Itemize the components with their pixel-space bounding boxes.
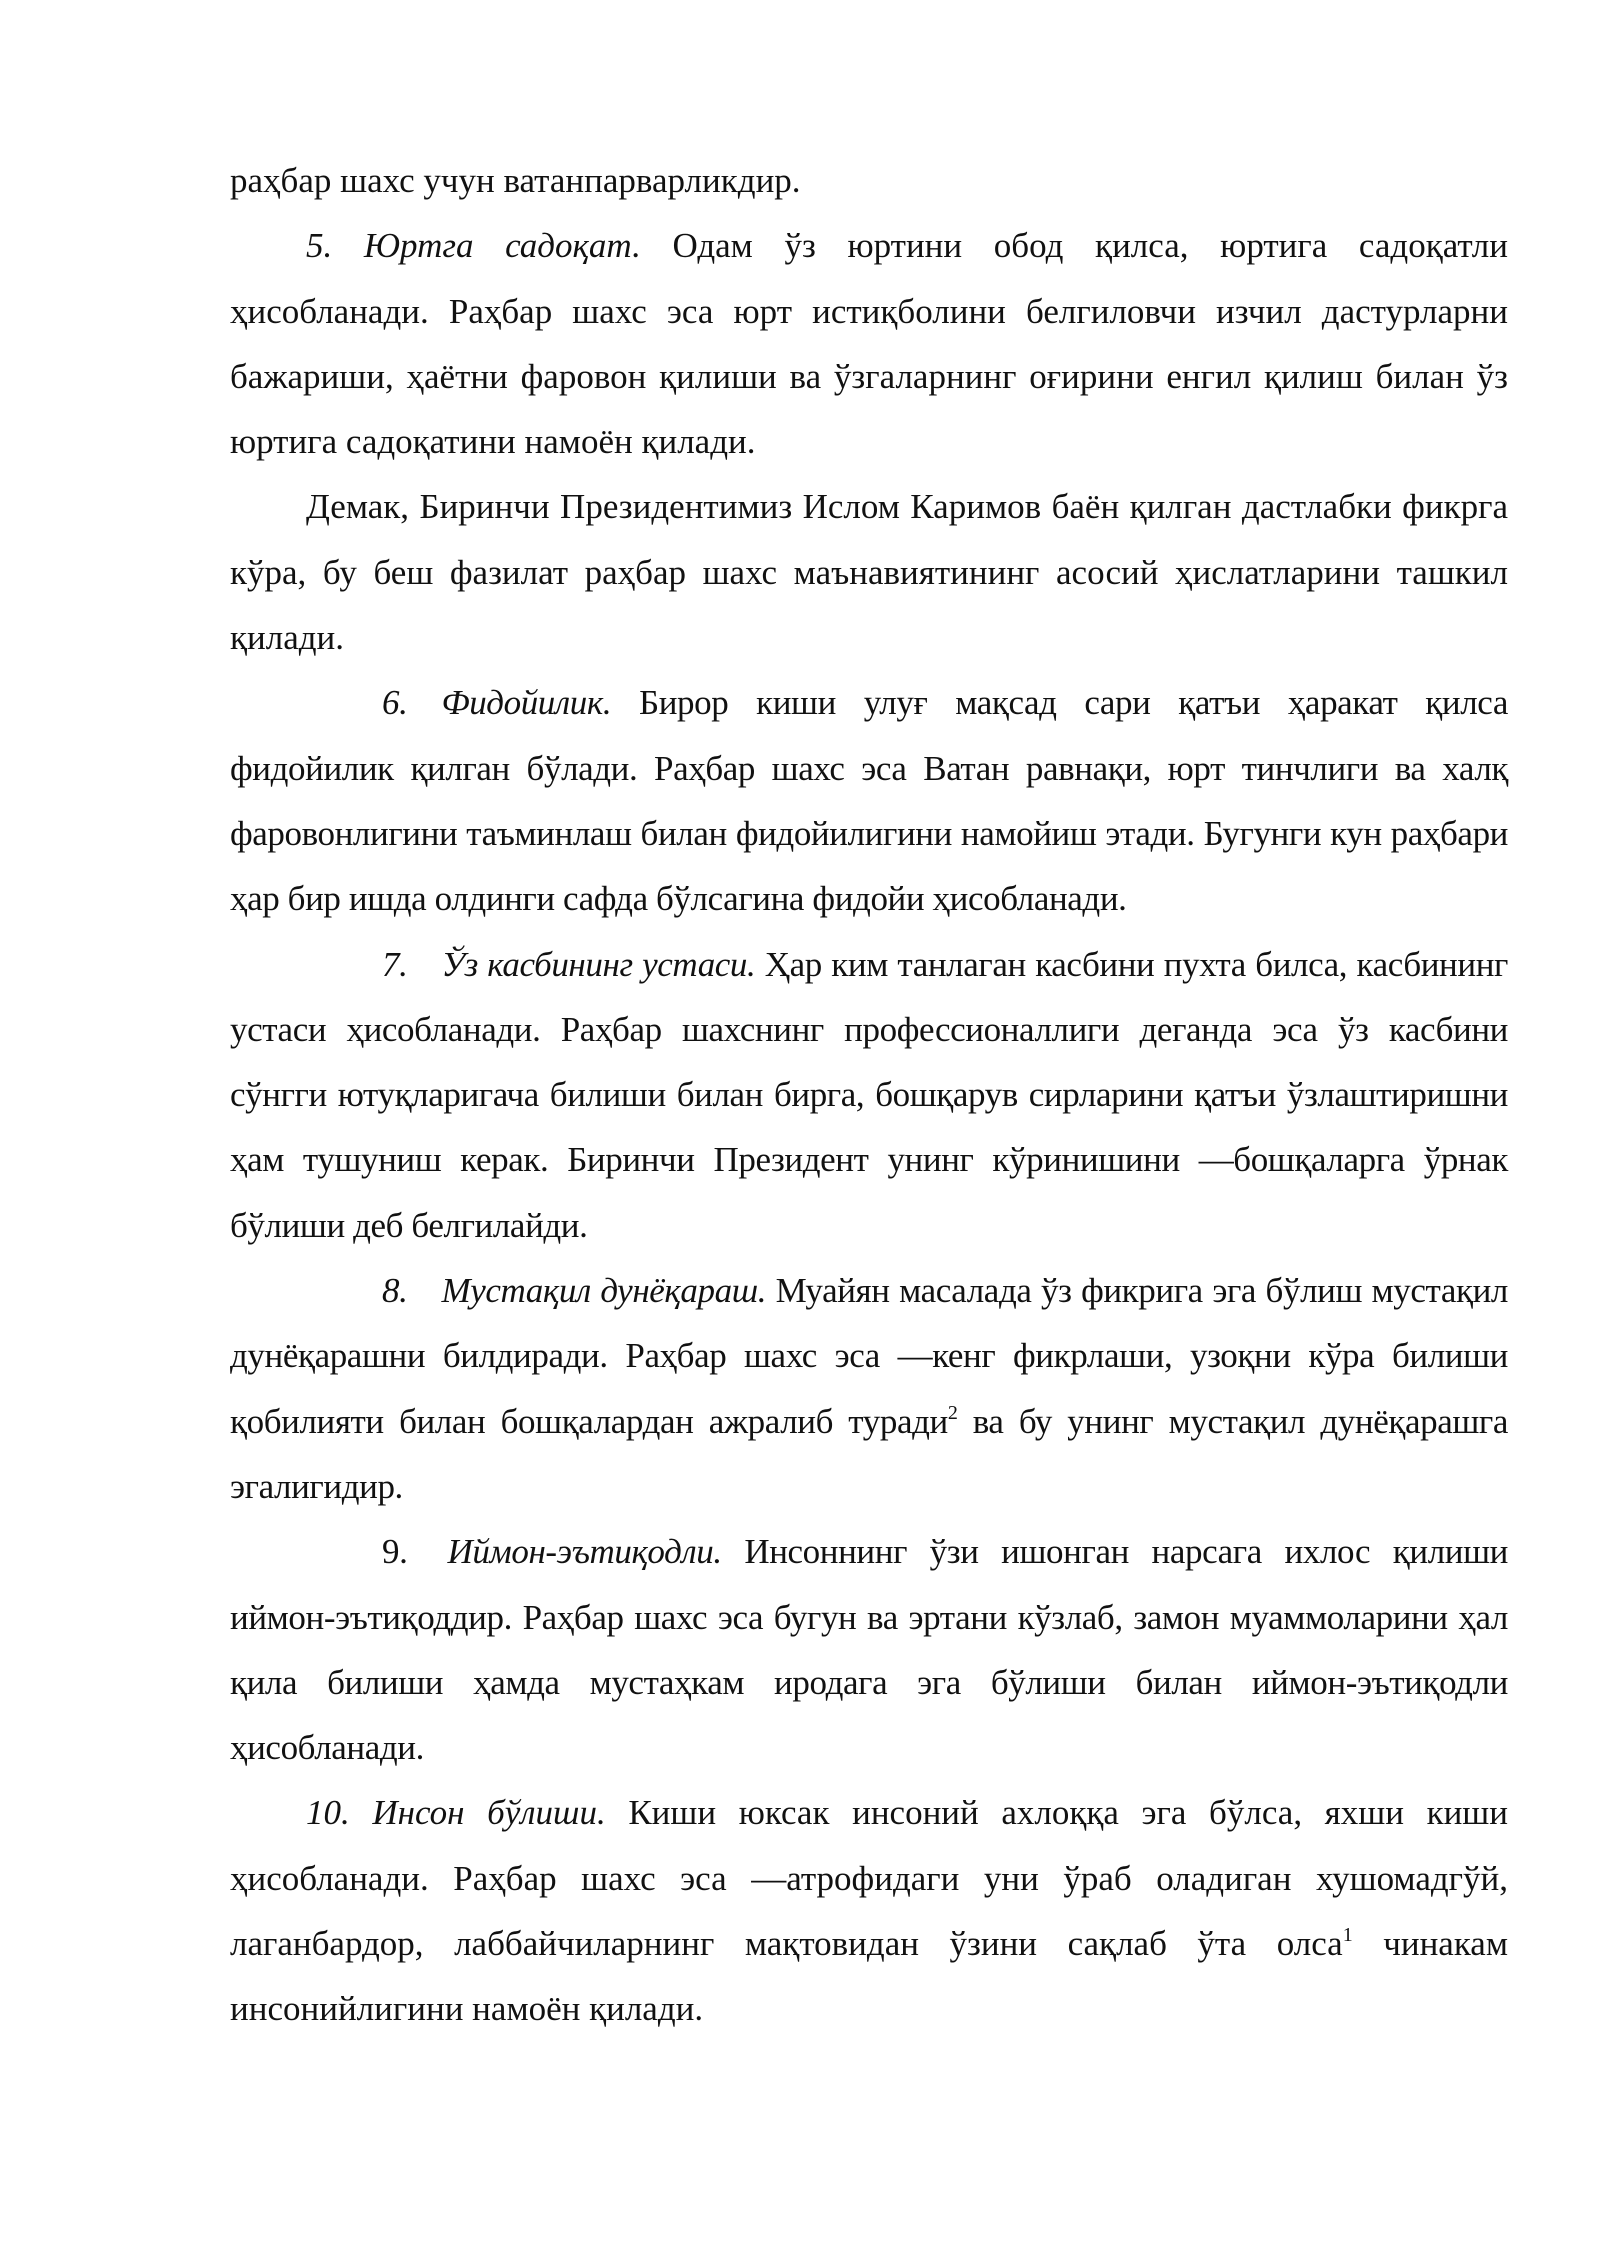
item-number: 7. [382, 944, 408, 984]
item-number: 8. [382, 1271, 408, 1311]
paragraph-item-9 [230, 1519, 1508, 1780]
paragraph-text: Бирор киши улуғ мақсад сари қатъи ҳаракат қилса фидойилик қилган бўлади. Раҳбар шахс эса Ватан равнақи, юрт тинчлиги ва халқ фаровонлигини таъминлаш билан фидойилигини намойиш этади. Бугунги кун раҳбари ҳар бир ишда олдинги сафда бўлсагина фидойи ҳисобланади. [230, 683, 1508, 919]
paragraph-text: Одам ўз юртини обод қилса, юртига садоқатли ҳисобланади. Раҳбар шахс эса юрт истиқболини белгиловчи изчил дастурларни бажариши, ҳаётни фаровон қилиши ва ўзгаларнинг оғирини енгил қилиш билан ўз юртига садоқатини намоён қилади. [230, 226, 1508, 462]
paragraph-text: Демак, Биринчи Президентимиз Ислом Каримов баён қилган дастлабки фикрга кўра, бу беш фазилат раҳбар шахс маънавиятининг асосий ҳислатларини ташкил қилади. [230, 487, 1508, 658]
item-title: Фидойилик. [441, 683, 612, 723]
paragraph-item-6 [230, 670, 1508, 931]
item-title: Ўз касбининг устаси. [441, 944, 756, 984]
item-number: 5. [306, 226, 333, 266]
item-number: 6. [382, 683, 408, 723]
paragraph-text: раҳбар шахс учун ватанпарварликдир. [230, 161, 801, 200]
footnote-marker: 2 [947, 1401, 958, 1424]
item-title: Инсон бўлиши. [372, 1793, 606, 1833]
paragraph-text: Ҳар ким танлаган касбини пухта билса, касбининг устаси ҳисобланади. Раҳбар шахснинг профессионаллиги деганда эса ўз касбини сўнгги ютуқларигача билиши билан бирга, бошқарув сирларини қатъи ўзлаштиришни ҳам тушуниш керак. Биринчи Президент унинг кўринишини ―бошқаларга ўрнак бўлиши деб белгилайди. [230, 944, 1509, 1245]
document-page [230, 148, 1508, 2042]
paragraph-conclusion [230, 474, 1508, 670]
item-title: Иймон-эътиқодли. [447, 1532, 722, 1572]
item-title: Юртга садоқат. [363, 226, 641, 266]
paragraph-text: Муайян масалада ўз фикрига эга бўлиш мустақил дунёқарашни билдиради. Раҳбар шахс эса ―кенг фикрлаши, узоқни кўра билиши қобилияти билан бошқалардан ажралиб туради [230, 1271, 1508, 1441]
paragraph-item-10 [230, 1780, 1508, 2041]
item-title: Мустақил дунёқараш. [441, 1271, 767, 1311]
paragraph-text-after: чинакам инсонийлигини намоён қилади. [230, 1924, 1508, 2029]
paragraph-item-7 [230, 932, 1508, 1258]
paragraph-item-8 [230, 1258, 1508, 1519]
footnote-marker: 1 [1342, 1924, 1353, 1947]
paragraph-text: Инсоннинг ўзи ишонган нарсага ихлос қилиши иймон-эътиқоддир. Раҳбар шахс эса бугун ва эртани кўзлаб, замон муаммоларини ҳал қила билиши ҳамда мустаҳкам иродага эга бўлиши билан иймон-эътиқодли ҳисобланади. [230, 1532, 1508, 1768]
item-number: 9. [382, 1532, 408, 1572]
paragraph-text: Киши юксак инсоний ахлоққа эга бўлса, яхши киши ҳисобланади. Раҳбар шахс эса ―атрофидаги уни ўраб оладиган хушомадгўй, лаганбардор, лаббайчиларнинг мақтовидан ўзини сақлаб ўта олса [230, 1793, 1508, 1964]
paragraph-continuation [230, 148, 1508, 213]
item-number: 10. [306, 1793, 350, 1833]
paragraph-text-after: ва бу унинг мустақил дунёқарашга эгалигидир. [230, 1401, 1508, 1506]
paragraph-item-5 [230, 213, 1508, 474]
